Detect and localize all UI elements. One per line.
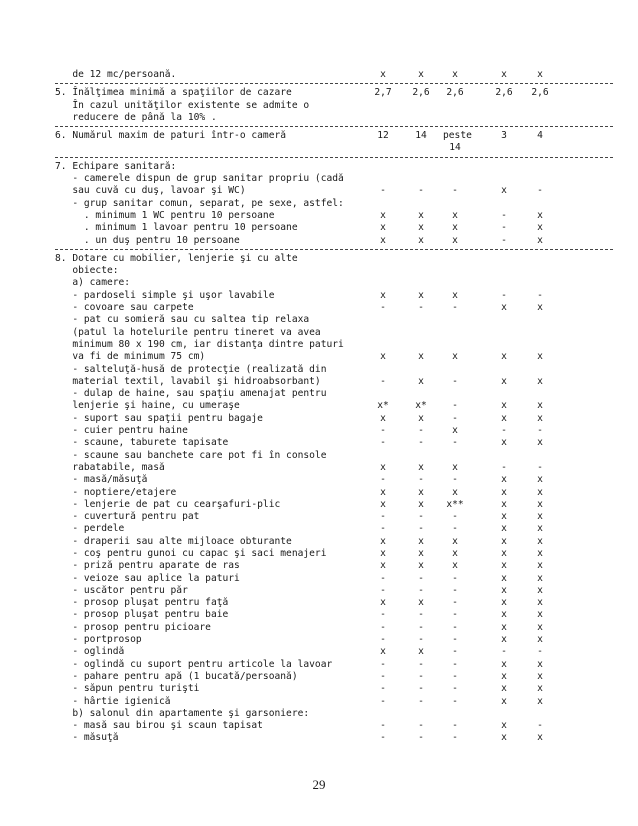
cell-col-4: x [501, 658, 507, 670]
row-label: - prosop pluşat pentru baie [55, 609, 229, 621]
table-row [55, 130, 615, 142]
cell-col-2: - [418, 720, 424, 732]
cell-col-1: - [380, 523, 386, 535]
cell-col-3: 2,6 [446, 87, 464, 99]
row-label: - salteluţă-husă de protecţie (realizată din [55, 363, 327, 375]
cell-col-5: x [537, 572, 543, 584]
cell-col-1: - [380, 621, 386, 633]
cell-col-4: x [501, 621, 507, 633]
cell-col-3: x [452, 486, 458, 498]
cell-col-5: x [537, 437, 543, 449]
table-row [55, 659, 615, 671]
cell-col-2: - [418, 670, 424, 682]
cell-col-5: 2,6 [531, 87, 549, 99]
cell-col-4: x [501, 185, 507, 197]
cell-col-2: - [418, 523, 424, 535]
cell-col-2: - [418, 634, 424, 646]
cell-col-3: x [452, 289, 458, 301]
row-label: material textil, lavabil şi hidroabsorbant) [55, 375, 321, 387]
cell-col-4: - [501, 234, 507, 246]
row-label: va fi de minimum 75 cm) [55, 351, 206, 363]
table-row [55, 609, 615, 621]
cell-col-2: - [418, 732, 424, 744]
cell-col-3: - [452, 732, 458, 744]
cell-col-2: x [418, 222, 424, 234]
table-row [55, 388, 615, 400]
cell-col-4: x [501, 609, 507, 621]
row-label: - veioze sau aplice la paturi [55, 572, 240, 584]
cell-col-4: 2,6 [495, 87, 513, 99]
table-row [55, 400, 615, 412]
table-row [55, 450, 615, 462]
table-row [55, 253, 615, 265]
cell-col-4: x [501, 584, 507, 596]
table-row [55, 487, 615, 499]
cell-col-3: - [452, 412, 458, 424]
cell-col-1: - [380, 185, 386, 197]
row-label: lenjerie şi haine, cu umeraşe [55, 400, 240, 412]
cell-col-2: x [418, 375, 424, 387]
table-row [55, 327, 615, 339]
table-row [55, 499, 615, 511]
table-row [55, 560, 615, 572]
table-row [55, 290, 615, 302]
table-row [55, 277, 615, 289]
row-label: - pardoseli simple şi uşor lavabile [55, 289, 275, 301]
cell-col-5: x [537, 609, 543, 621]
cell-col-3: 14 [449, 142, 461, 154]
cell-col-1: x [380, 209, 386, 221]
cell-col-1: - [380, 474, 386, 486]
cell-col-5: x [537, 597, 543, 609]
cell-col-3: - [452, 375, 458, 387]
cell-col-3: x [452, 535, 458, 547]
cell-col-3: - [452, 523, 458, 535]
cell-col-1: - [380, 683, 386, 695]
row-label: . un duş pentru 10 persoane [55, 234, 240, 246]
table-row [55, 351, 615, 363]
cell-col-1: x [380, 69, 386, 80]
cell-col-1: - [380, 720, 386, 732]
cell-col-1: - [380, 732, 386, 744]
row-label: - oglindă [55, 646, 125, 658]
cell-col-3: - [452, 695, 458, 707]
table-row [55, 671, 615, 683]
cell-col-2: x* [415, 400, 427, 412]
table-row [55, 185, 615, 197]
cell-col-2: - [418, 584, 424, 596]
cell-col-4: 3 [501, 130, 507, 142]
table-row [55, 646, 615, 658]
cell-col-5: x [537, 474, 543, 486]
table-row [55, 585, 615, 597]
cell-col-3: - [452, 621, 458, 633]
cell-col-2: x [418, 234, 424, 246]
cell-col-1: x [380, 560, 386, 572]
row-label: - scaune sau banchete care pot fi în console [55, 449, 327, 461]
cell-col-5: x [537, 498, 543, 510]
cell-col-5: x [537, 535, 543, 547]
cell-col-3: x [452, 560, 458, 572]
cell-col-1: - [380, 511, 386, 523]
cell-col-2: x [418, 351, 424, 363]
cell-col-2: - [418, 683, 424, 695]
table-row [55, 732, 615, 744]
cell-col-1: - [380, 670, 386, 682]
row-label: - coş pentru gunoi cu capac şi saci menajeri [55, 547, 327, 559]
cell-col-4: x [501, 523, 507, 535]
table-row [55, 622, 615, 634]
cell-col-3: x [452, 69, 458, 80]
cell-col-5: - [537, 646, 543, 658]
row-label: - cuier pentru haine [55, 425, 188, 437]
cell-col-5: x [537, 732, 543, 744]
row-label: 6. Numărul maxim de paturi într-o cameră [55, 130, 287, 142]
cell-col-4: x [501, 474, 507, 486]
cell-col-5: x [537, 560, 543, 572]
cell-col-1: x [380, 412, 386, 424]
row-label: - noptiere/etajere [55, 486, 177, 498]
table-row [55, 69, 615, 81]
cell-col-5: x [537, 523, 543, 535]
row-label: rabatabile, masă [55, 461, 165, 473]
cell-col-1: x [380, 222, 386, 234]
row-label: de 12 mc/persoană. [55, 69, 177, 80]
row-label: - grup sanitar comun, separat, pe sexe, astfel: [55, 197, 344, 209]
cell-col-1: - [380, 375, 386, 387]
cell-col-4: x [501, 732, 507, 744]
cell-col-2: - [418, 511, 424, 523]
cell-col-2: - [418, 621, 424, 633]
cell-col-4: x [501, 69, 507, 80]
row-label: - covoare sau carpete [55, 302, 194, 314]
cell-col-4: x [501, 695, 507, 707]
table-row [55, 161, 615, 173]
cell-col-4: x [501, 535, 507, 547]
cell-col-5: - [537, 720, 543, 732]
cell-col-3: x [452, 461, 458, 473]
cell-col-5: x [537, 547, 543, 559]
row-label: - masă/măsuţă [55, 474, 148, 486]
row-label: sau cuvă cu duş, lavoar şi WC) [55, 185, 246, 197]
cell-col-2: x [418, 535, 424, 547]
cell-col-5: x [537, 670, 543, 682]
row-label: - pahare pentru apă (1 bucată/persoană) [55, 670, 298, 682]
cell-col-1: - [380, 658, 386, 670]
row-label: - priză pentru aparate de ras [55, 560, 240, 572]
cell-col-5: x [537, 412, 543, 424]
cell-col-3: - [452, 474, 458, 486]
cell-col-1: - [380, 584, 386, 596]
cell-col-3: - [452, 670, 458, 682]
cell-col-1: - [380, 572, 386, 584]
row-label: - hârtie igienică [55, 695, 171, 707]
cell-col-2: x [418, 209, 424, 221]
cell-col-2: - [418, 695, 424, 707]
cell-col-3: - [452, 658, 458, 670]
cell-col-1: - [380, 437, 386, 449]
cell-col-1: x [380, 597, 386, 609]
table-row [55, 573, 615, 585]
cell-col-4: x [501, 683, 507, 695]
cell-col-2: x [418, 547, 424, 559]
cell-col-4: x [501, 375, 507, 387]
table-row [55, 87, 615, 99]
cell-col-4: x [501, 302, 507, 314]
cell-col-3: x [452, 222, 458, 234]
cell-col-3: - [452, 584, 458, 596]
row-label: - scaune, taburete tapisate [55, 437, 229, 449]
cell-col-2: x [418, 498, 424, 510]
table-row [55, 708, 615, 720]
cell-col-1: x [380, 289, 386, 301]
row-label: - prosop pluşat pentru faţă [55, 597, 229, 609]
table-row [55, 474, 615, 486]
cell-col-5: x [537, 209, 543, 221]
cell-col-4: x [501, 437, 507, 449]
table-row [55, 235, 615, 247]
table-row [55, 425, 615, 437]
cell-col-1: x [380, 646, 386, 658]
row-label: - camerele dispun de grup sanitar propriu (cadă [55, 173, 344, 185]
cell-col-5: x [537, 634, 543, 646]
cell-col-5: - [537, 185, 543, 197]
cell-col-4: - [501, 289, 507, 301]
row-label: - perdele [55, 523, 125, 535]
cell-col-5: x [537, 400, 543, 412]
cell-col-1: x [380, 535, 386, 547]
row-label: - uscător pentru păr [55, 584, 188, 596]
cell-col-1: - [380, 302, 386, 314]
table-row [55, 597, 615, 609]
cell-col-3: - [452, 597, 458, 609]
cell-col-2: - [418, 474, 424, 486]
cell-col-2: x [418, 486, 424, 498]
row-label: - dulap de haine, sau spaţiu amenajat pentru [55, 388, 327, 400]
row-label: - săpun pentru turişti [55, 683, 200, 695]
row-label: - suport sau spaţii pentru bagaje [55, 412, 263, 424]
cell-col-5: x [537, 69, 543, 80]
cell-col-4: - [501, 222, 507, 234]
row-label: În cazul unităţilor existente se admite o [55, 99, 310, 111]
row-label: - cuvertură pentru pat [55, 511, 200, 523]
cell-col-2: - [418, 658, 424, 670]
table-row [55, 437, 615, 449]
cell-col-3: - [452, 437, 458, 449]
table-row [55, 210, 615, 222]
cell-col-2: - [418, 572, 424, 584]
cell-col-4: x [501, 572, 507, 584]
table-row [55, 462, 615, 474]
row-label: 7. Echipare sanitară: [55, 160, 177, 172]
cell-col-1: x [380, 498, 386, 510]
table-row [55, 696, 615, 708]
row-label: - draperii sau alte mijloace obturante [55, 535, 292, 547]
cell-col-1: x [380, 486, 386, 498]
row-label: 5. Înălţimea minimă a spaţiilor de cazare [55, 87, 292, 99]
table-row [55, 523, 615, 535]
row-label: - masă sau birou şi scaun tapisat [55, 720, 263, 732]
table-row [55, 536, 615, 548]
table-row [55, 511, 615, 523]
cell-col-5: x [537, 683, 543, 695]
cell-col-3: x [452, 209, 458, 221]
cell-col-5: x [537, 234, 543, 246]
cell-col-3: x [452, 234, 458, 246]
cell-col-3: x [452, 351, 458, 363]
cell-col-2: x [418, 412, 424, 424]
table-row [55, 413, 615, 425]
cell-col-1: - [380, 425, 386, 437]
cell-col-5: x [537, 584, 543, 596]
row-label: . minimum 1 lavoar pentru 10 persoane [55, 222, 298, 234]
row-label: - prosop pentru picioare [55, 621, 211, 633]
cell-col-1: - [380, 695, 386, 707]
table-row [55, 548, 615, 560]
row-label: b) salonul din apartamente şi garsoniere: [55, 707, 310, 719]
table-row [55, 339, 615, 351]
table-row [55, 142, 615, 154]
cell-col-5: x [537, 302, 543, 314]
table-row [55, 302, 615, 314]
row-label: - pat cu somieră sau cu saltea tip relaxa [55, 314, 310, 326]
cell-col-4: - [501, 209, 507, 221]
cell-col-4: x [501, 511, 507, 523]
cell-col-2: x [418, 597, 424, 609]
cell-col-4: x [501, 351, 507, 363]
cell-col-1: x [380, 461, 386, 473]
cell-col-5: 4 [537, 130, 543, 142]
cell-col-5: x [537, 375, 543, 387]
cell-col-2: - [418, 425, 424, 437]
cell-col-4: x [501, 498, 507, 510]
table-row [55, 173, 615, 185]
cell-col-3: x** [446, 498, 464, 510]
cell-col-2: x [418, 560, 424, 572]
cell-col-1: - [380, 634, 386, 646]
row-label: - portprosop [55, 634, 142, 646]
cell-col-2: - [418, 609, 424, 621]
table-row [55, 376, 615, 388]
cell-col-2: x [418, 646, 424, 658]
cell-col-5: - [537, 289, 543, 301]
cell-col-2: x [418, 289, 424, 301]
cell-col-3: - [452, 683, 458, 695]
cell-col-4: x [501, 670, 507, 682]
cell-col-3: - [452, 634, 458, 646]
page-number: 29 [312, 777, 326, 792]
cell-col-3: - [452, 400, 458, 412]
cell-col-4: x [501, 400, 507, 412]
cell-col-3: - [452, 511, 458, 523]
cell-col-4: x [501, 547, 507, 559]
cell-col-1: - [380, 609, 386, 621]
row-label: reducere de până la 10% . [55, 111, 217, 123]
table-row [55, 222, 615, 234]
cell-col-1: 2,7 [374, 87, 392, 99]
cell-col-2: - [418, 302, 424, 314]
cell-col-2: - [418, 185, 424, 197]
cell-col-4: x [501, 486, 507, 498]
cell-col-5: x [537, 486, 543, 498]
cell-col-4: x [501, 634, 507, 646]
criteria-table [55, 69, 615, 745]
table-row [55, 112, 615, 124]
table-row [55, 100, 615, 112]
cell-col-4: x [501, 412, 507, 424]
cell-col-5: x [537, 222, 543, 234]
table-row [55, 198, 615, 210]
row-label: obiecte: [55, 265, 119, 277]
cell-col-5: x [537, 695, 543, 707]
cell-col-3: - [452, 572, 458, 584]
cell-col-2: x [418, 461, 424, 473]
cell-col-1: x [380, 234, 386, 246]
cell-col-2: 14 [415, 130, 427, 142]
cell-col-1: x* [377, 400, 389, 412]
cell-col-1: x [380, 547, 386, 559]
cell-col-5: x [537, 621, 543, 633]
cell-col-4: x [501, 720, 507, 732]
cell-col-5: - [537, 461, 543, 473]
row-label: a) camere: [55, 277, 131, 289]
row-label: (patul la hotelurile pentru tineret va avea [55, 326, 321, 338]
cell-col-3: - [452, 646, 458, 658]
table-row [55, 634, 615, 646]
cell-col-4: - [501, 461, 507, 473]
table-row [55, 683, 615, 695]
cell-col-1: x [380, 351, 386, 363]
row-label: . minimum 1 WC pentru 10 persoane [55, 209, 275, 221]
cell-col-5: x [537, 511, 543, 523]
cell-col-4: x [501, 560, 507, 572]
table-row [55, 720, 615, 732]
row-label: - oglindă cu suport pentru articole la lavoar [55, 658, 333, 670]
cell-col-3: - [452, 720, 458, 732]
table-row [55, 314, 615, 326]
cell-col-5: x [537, 658, 543, 670]
table-row [55, 364, 615, 376]
cell-col-4: - [501, 646, 507, 658]
cell-col-2: - [418, 437, 424, 449]
cell-col-2: x [418, 69, 424, 80]
table-row [55, 265, 615, 277]
cell-col-4: - [501, 425, 507, 437]
cell-col-1: 12 [377, 130, 389, 142]
row-label: - lenjerie de pat cu cearşafuri-plic [55, 498, 281, 510]
cell-col-5: x [537, 351, 543, 363]
cell-col-3: - [452, 609, 458, 621]
row-label: - măsuţă [55, 732, 119, 744]
cell-col-3: x [452, 547, 458, 559]
row-label: 8. Dotare cu mobilier, lenjerie şi cu alte [55, 252, 298, 264]
cell-col-3: - [452, 302, 458, 314]
cell-col-3: - [452, 185, 458, 197]
cell-col-4: x [501, 597, 507, 609]
cell-col-3: x [452, 425, 458, 437]
row-label: minimum 80 x 190 cm, iar distanţa dintre paturi [55, 338, 344, 350]
cell-col-2: 2,6 [412, 87, 430, 99]
cell-col-5: - [537, 425, 543, 437]
cell-col-3: peste [443, 130, 472, 142]
